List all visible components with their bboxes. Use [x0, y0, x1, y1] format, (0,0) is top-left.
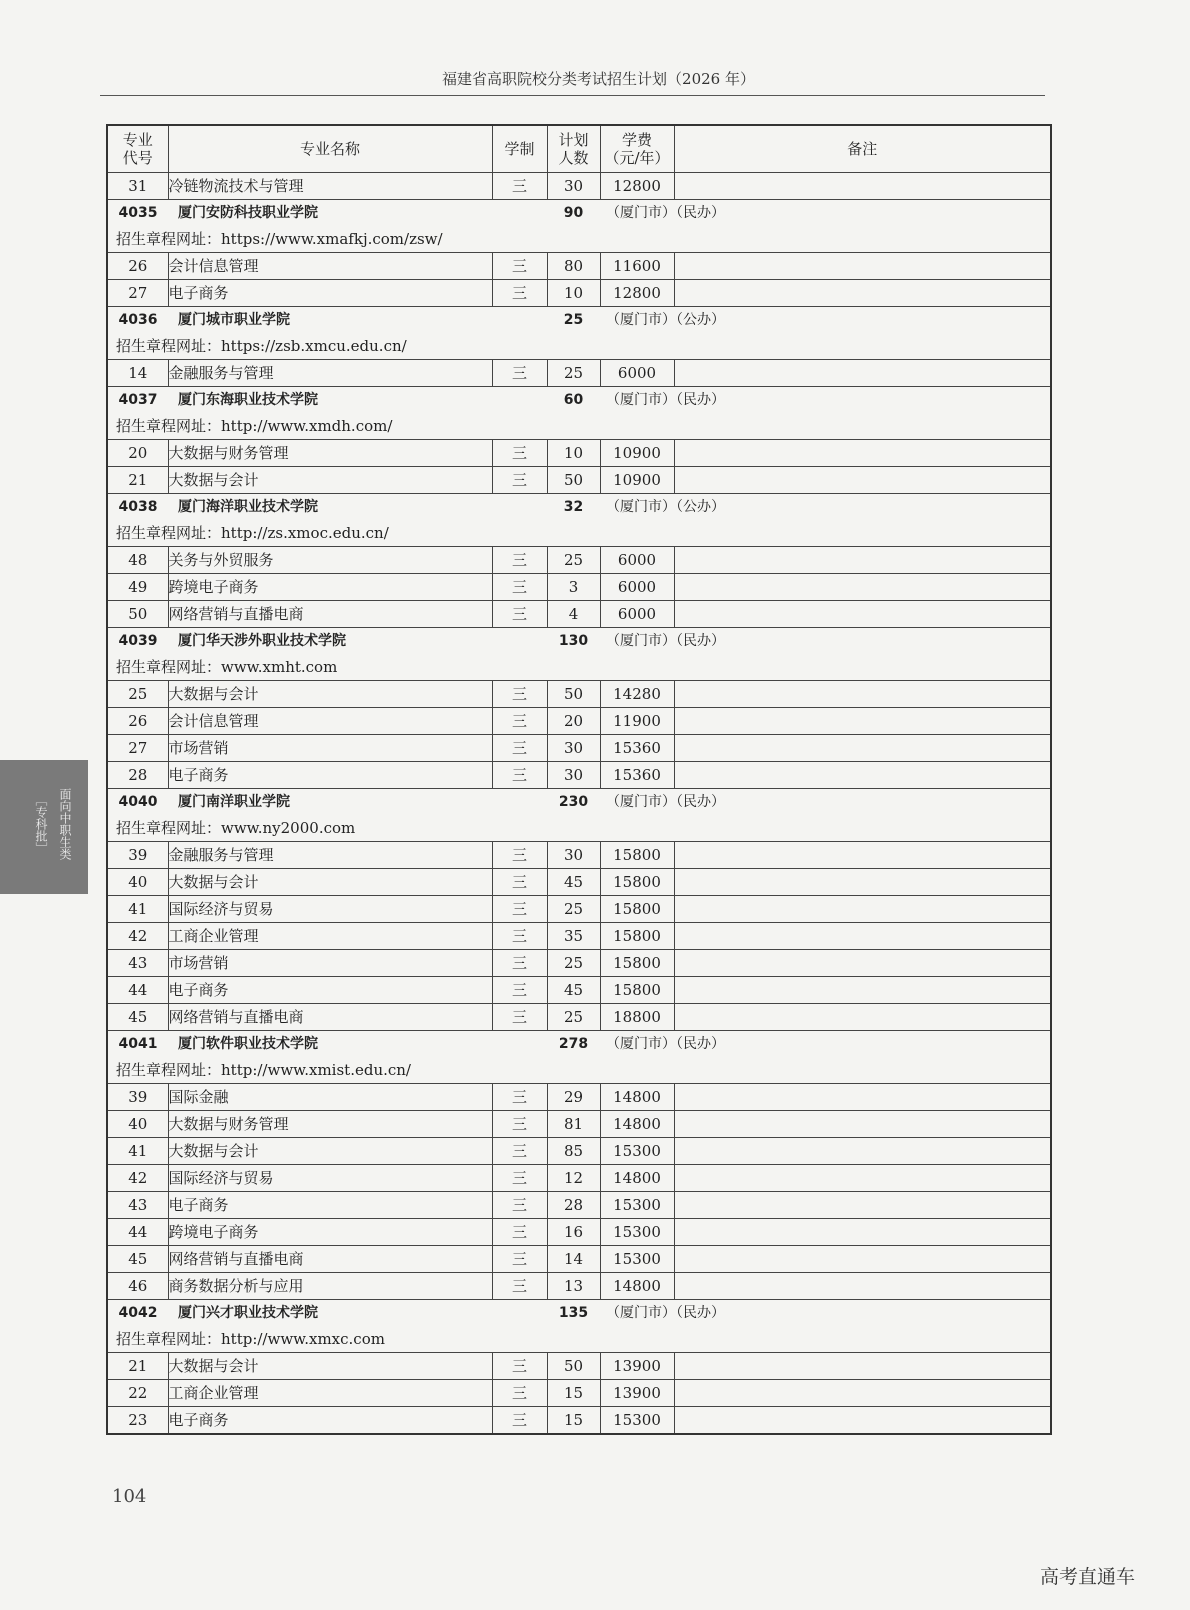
major-fee: 6000: [600, 360, 674, 387]
major-row: [107, 1192, 1051, 1219]
major-plan: 30: [547, 173, 600, 200]
major-plan: 16: [547, 1219, 600, 1246]
major-row: [107, 1138, 1051, 1165]
enrollment-plan-table: [106, 124, 1052, 1435]
major-code: 26: [107, 253, 168, 280]
major-note: [674, 1111, 1051, 1138]
major-row: [107, 1084, 1051, 1111]
major-name: 电子商务: [168, 762, 492, 789]
major-fee: 14800: [600, 1273, 674, 1300]
school-url: 招生章程网址：www.xmht.com: [107, 654, 1051, 681]
major-code: 14: [107, 360, 168, 387]
major-code: 40: [107, 1111, 168, 1138]
major-row: [107, 735, 1051, 762]
major-fee: 15800: [600, 923, 674, 950]
major-code: 21: [107, 1353, 168, 1380]
header-name: 专业名称: [168, 125, 492, 173]
major-fee: 15800: [600, 869, 674, 896]
school-url: 招生章程网址：http://www.xmist.edu.cn/: [107, 1057, 1051, 1084]
major-fee: 11900: [600, 708, 674, 735]
major-system: 三: [492, 574, 547, 601]
major-system: 三: [492, 869, 547, 896]
major-row: [107, 1004, 1051, 1031]
major-system: 三: [492, 440, 547, 467]
major-name: 跨境电子商务: [168, 574, 492, 601]
major-fee: 14280: [600, 681, 674, 708]
school-url-row: [107, 413, 1051, 440]
major-system: 三: [492, 173, 547, 200]
school-url-row: [107, 1326, 1051, 1353]
major-system: 三: [492, 1353, 547, 1380]
major-fee: 14800: [600, 1084, 674, 1111]
major-code: 23: [107, 1407, 168, 1435]
page-header-title: 福建省高职院校分类考试招生计划（2026 年）: [442, 70, 755, 88]
major-plan: 35: [547, 923, 600, 950]
major-system: 三: [492, 923, 547, 950]
school-code: 4036: [107, 307, 168, 334]
major-note: [674, 923, 1051, 950]
major-system: 三: [492, 896, 547, 923]
major-system: 三: [492, 1165, 547, 1192]
major-code: 39: [107, 1084, 168, 1111]
school-plan: 90: [547, 200, 600, 227]
major-fee: 14800: [600, 1165, 674, 1192]
major-system: 三: [492, 977, 547, 1004]
major-code: 25: [107, 681, 168, 708]
major-name: 国际金融: [168, 1084, 492, 1111]
major-row: [107, 1111, 1051, 1138]
major-note: [674, 1273, 1051, 1300]
major-note: [674, 1192, 1051, 1219]
major-plan: 25: [547, 547, 600, 574]
major-fee: 15800: [600, 977, 674, 1004]
major-system: 三: [492, 1004, 547, 1031]
school-plan: 135: [547, 1300, 600, 1327]
major-code: 31: [107, 173, 168, 200]
major-row: [107, 842, 1051, 869]
major-plan: 29: [547, 1084, 600, 1111]
major-note: [674, 280, 1051, 307]
school-url-row: [107, 226, 1051, 253]
major-fee: 15300: [600, 1138, 674, 1165]
school-location: （厦门市）（民办）: [600, 200, 1051, 227]
header-code: 专业代号: [107, 125, 168, 173]
major-fee: 6000: [600, 574, 674, 601]
major-plan: 28: [547, 1192, 600, 1219]
major-row: [107, 708, 1051, 735]
major-code: 41: [107, 896, 168, 923]
major-name: 关务与外贸服务: [168, 547, 492, 574]
major-note: [674, 1353, 1051, 1380]
school-url-row: [107, 333, 1051, 360]
major-note: [674, 1380, 1051, 1407]
school-plan: 25: [547, 307, 600, 334]
major-code: 48: [107, 547, 168, 574]
major-fee: 6000: [600, 547, 674, 574]
major-system: 三: [492, 253, 547, 280]
school-name: 厦门南洋职业学院: [168, 789, 547, 816]
major-code: 21: [107, 467, 168, 494]
major-fee: 12800: [600, 280, 674, 307]
major-code: 39: [107, 842, 168, 869]
major-name: 电子商务: [168, 280, 492, 307]
major-name: 大数据与会计: [168, 1353, 492, 1380]
side-tab-line2: ［专科批］: [34, 794, 48, 854]
major-fee: 15300: [600, 1407, 674, 1435]
major-code: 27: [107, 280, 168, 307]
school-name: 厦门城市职业学院: [168, 307, 547, 334]
school-location: （厦门市）（民办）: [600, 789, 1051, 816]
major-row: [107, 601, 1051, 628]
major-name: 市场营销: [168, 950, 492, 977]
school-row: [107, 387, 1051, 414]
major-code: 42: [107, 1165, 168, 1192]
school-url-row: [107, 815, 1051, 842]
major-note: [674, 360, 1051, 387]
school-url: 招生章程网址：http://www.xmxc.com: [107, 1326, 1051, 1353]
major-plan: 15: [547, 1380, 600, 1407]
major-name: 网络营销与直播电商: [168, 1004, 492, 1031]
major-row: [107, 681, 1051, 708]
school-row: [107, 1031, 1051, 1058]
major-system: 三: [492, 708, 547, 735]
major-row: [107, 440, 1051, 467]
watermark: 高考直通车: [1040, 1566, 1136, 1588]
major-note: [674, 1407, 1051, 1435]
school-code: 4037: [107, 387, 168, 414]
major-note: [674, 1219, 1051, 1246]
major-code: 41: [107, 1138, 168, 1165]
major-fee: 14800: [600, 1111, 674, 1138]
major-code: 27: [107, 735, 168, 762]
major-system: 三: [492, 280, 547, 307]
major-plan: 30: [547, 842, 600, 869]
major-plan: 25: [547, 1004, 600, 1031]
major-plan: 81: [547, 1111, 600, 1138]
major-name: 跨境电子商务: [168, 1219, 492, 1246]
major-note: [674, 735, 1051, 762]
major-name: 电子商务: [168, 1407, 492, 1435]
major-name: 商务数据分析与应用: [168, 1273, 492, 1300]
major-note: [674, 896, 1051, 923]
school-location: （厦门市）（民办）: [600, 387, 1051, 414]
major-name: 工商企业管理: [168, 923, 492, 950]
school-code: 4040: [107, 789, 168, 816]
school-location: （厦门市）（公办）: [600, 494, 1051, 521]
school-plan: 130: [547, 628, 600, 655]
major-system: 三: [492, 762, 547, 789]
major-note: [674, 977, 1051, 1004]
school-name: 厦门华天涉外职业技术学院: [168, 628, 547, 655]
major-note: [674, 467, 1051, 494]
major-fee: 13900: [600, 1353, 674, 1380]
major-note: [674, 601, 1051, 628]
major-system: 三: [492, 681, 547, 708]
major-fee: 15360: [600, 735, 674, 762]
major-fee: 15300: [600, 1219, 674, 1246]
major-code: 42: [107, 923, 168, 950]
page-header: [100, 68, 1045, 96]
school-location: （厦门市）（公办）: [600, 307, 1051, 334]
major-fee: 13900: [600, 1380, 674, 1407]
major-plan: 10: [547, 440, 600, 467]
major-row: [107, 1219, 1051, 1246]
school-row: [107, 789, 1051, 816]
major-note: [674, 1246, 1051, 1273]
major-plan: 50: [547, 1353, 600, 1380]
major-system: 三: [492, 950, 547, 977]
major-system: 三: [492, 1138, 547, 1165]
major-fee: 12800: [600, 173, 674, 200]
major-code: 45: [107, 1004, 168, 1031]
major-plan: 25: [547, 360, 600, 387]
major-name: 网络营销与直播电商: [168, 1246, 492, 1273]
major-name: 会计信息管理: [168, 708, 492, 735]
school-name: 厦门东海职业技术学院: [168, 387, 547, 414]
major-fee: 10900: [600, 440, 674, 467]
major-name: 国际经济与贸易: [168, 1165, 492, 1192]
major-row: [107, 253, 1051, 280]
school-url: 招生章程网址：www.ny2000.com: [107, 815, 1051, 842]
major-plan: 3: [547, 574, 600, 601]
major-system: 三: [492, 735, 547, 762]
school-location: （厦门市）（民办）: [600, 1031, 1051, 1058]
school-row: [107, 494, 1051, 521]
major-code: 28: [107, 762, 168, 789]
major-row: [107, 1273, 1051, 1300]
major-note: [674, 574, 1051, 601]
major-plan: 10: [547, 280, 600, 307]
school-url: 招生章程网址：http://www.xmdh.com/: [107, 413, 1051, 440]
school-name: 厦门兴才职业技术学院: [168, 1300, 547, 1327]
header-note: 备注: [674, 125, 1051, 173]
major-row: [107, 950, 1051, 977]
major-fee: 15800: [600, 896, 674, 923]
major-name: 金融服务与管理: [168, 360, 492, 387]
school-row: [107, 628, 1051, 655]
major-fee: 15360: [600, 762, 674, 789]
major-name: 金融服务与管理: [168, 842, 492, 869]
major-code: 43: [107, 1192, 168, 1219]
major-system: 三: [492, 1084, 547, 1111]
school-plan: 278: [547, 1031, 600, 1058]
school-code: 4042: [107, 1300, 168, 1327]
major-name: 大数据与财务管理: [168, 1111, 492, 1138]
major-row: [107, 547, 1051, 574]
major-code: 44: [107, 977, 168, 1004]
major-fee: 15800: [600, 842, 674, 869]
major-name: 大数据与会计: [168, 681, 492, 708]
school-row: [107, 307, 1051, 334]
major-plan: 4: [547, 601, 600, 628]
major-code: 49: [107, 574, 168, 601]
major-system: 三: [492, 842, 547, 869]
major-note: [674, 1165, 1051, 1192]
major-row: [107, 467, 1051, 494]
major-system: 三: [492, 547, 547, 574]
header-fee: 学费（元/年）: [600, 125, 674, 173]
major-note: [674, 950, 1051, 977]
major-row: [107, 762, 1051, 789]
major-plan: 80: [547, 253, 600, 280]
major-plan: 45: [547, 977, 600, 1004]
table-header-row: [107, 125, 1051, 173]
major-plan: 14: [547, 1246, 600, 1273]
major-plan: 50: [547, 681, 600, 708]
school-url: 招生章程网址：https://www.xmafkj.com/zsw/: [107, 226, 1051, 253]
major-code: 44: [107, 1219, 168, 1246]
school-plan: 32: [547, 494, 600, 521]
header-plan: 计划人数: [547, 125, 600, 173]
school-url-row: [107, 1057, 1051, 1084]
major-note: [674, 253, 1051, 280]
major-row: [107, 1380, 1051, 1407]
table-body: [107, 173, 1051, 1435]
major-fee: 10900: [600, 467, 674, 494]
major-row: [107, 1246, 1051, 1273]
school-name: 厦门安防科技职业学院: [168, 200, 547, 227]
major-note: [674, 842, 1051, 869]
major-name: 大数据与财务管理: [168, 440, 492, 467]
major-fee: 15800: [600, 950, 674, 977]
major-code: 26: [107, 708, 168, 735]
major-system: 三: [492, 601, 547, 628]
major-plan: 30: [547, 735, 600, 762]
page-number: 104: [112, 1486, 147, 1507]
major-system: 三: [492, 1192, 547, 1219]
school-code: 4035: [107, 200, 168, 227]
major-row: [107, 1407, 1051, 1435]
major-row: [107, 1353, 1051, 1380]
major-note: [674, 681, 1051, 708]
major-code: 46: [107, 1273, 168, 1300]
major-note: [674, 1138, 1051, 1165]
major-fee: 18800: [600, 1004, 674, 1031]
school-code: 4038: [107, 494, 168, 521]
major-plan: 30: [547, 762, 600, 789]
major-fee: 15300: [600, 1192, 674, 1219]
school-row: [107, 200, 1051, 227]
section-side-tab: [0, 760, 88, 894]
major-code: 50: [107, 601, 168, 628]
school-location: （厦门市）（民办）: [600, 628, 1051, 655]
major-note: [674, 869, 1051, 896]
major-system: 三: [492, 360, 547, 387]
major-row: [107, 173, 1051, 200]
major-name: 冷链物流技术与管理: [168, 173, 492, 200]
header-system: 学制: [492, 125, 547, 173]
major-plan: 25: [547, 950, 600, 977]
school-code: 4041: [107, 1031, 168, 1058]
major-row: [107, 1165, 1051, 1192]
major-note: [674, 1084, 1051, 1111]
major-plan: 25: [547, 896, 600, 923]
major-row: [107, 923, 1051, 950]
major-note: [674, 173, 1051, 200]
school-name: 厦门海洋职业技术学院: [168, 494, 547, 521]
school-row: [107, 1300, 1051, 1327]
major-name: 工商企业管理: [168, 1380, 492, 1407]
major-name: 电子商务: [168, 977, 492, 1004]
major-name: 会计信息管理: [168, 253, 492, 280]
major-code: 43: [107, 950, 168, 977]
major-plan: 45: [547, 869, 600, 896]
major-note: [674, 708, 1051, 735]
major-plan: 13: [547, 1273, 600, 1300]
school-url: 招生章程网址：https://zsb.xmcu.edu.cn/: [107, 333, 1051, 360]
major-note: [674, 762, 1051, 789]
major-name: 大数据与会计: [168, 1138, 492, 1165]
major-system: 三: [492, 1246, 547, 1273]
major-name: 国际经济与贸易: [168, 896, 492, 923]
side-tab-line1: 面向中职生类: [58, 788, 72, 860]
major-code: 22: [107, 1380, 168, 1407]
major-fee: 11600: [600, 253, 674, 280]
major-system: 三: [492, 1380, 547, 1407]
major-note: [674, 440, 1051, 467]
major-system: 三: [492, 1273, 547, 1300]
major-plan: 85: [547, 1138, 600, 1165]
major-row: [107, 574, 1051, 601]
school-url-row: [107, 520, 1051, 547]
major-plan: 15: [547, 1407, 600, 1435]
school-name: 厦门软件职业技术学院: [168, 1031, 547, 1058]
major-code: 40: [107, 869, 168, 896]
major-row: [107, 280, 1051, 307]
major-code: 45: [107, 1246, 168, 1273]
major-name: 网络营销与直播电商: [168, 601, 492, 628]
major-plan: 12: [547, 1165, 600, 1192]
major-fee: 6000: [600, 601, 674, 628]
school-plan: 60: [547, 387, 600, 414]
major-note: [674, 547, 1051, 574]
major-code: 20: [107, 440, 168, 467]
major-system: 三: [492, 467, 547, 494]
school-location: （厦门市）（民办）: [600, 1300, 1051, 1327]
major-name: 电子商务: [168, 1192, 492, 1219]
major-row: [107, 896, 1051, 923]
major-fee: 15300: [600, 1246, 674, 1273]
major-plan: 50: [547, 467, 600, 494]
major-note: [674, 1004, 1051, 1031]
major-name: 市场营销: [168, 735, 492, 762]
school-url: 招生章程网址：http://zs.xmoc.edu.cn/: [107, 520, 1051, 547]
school-plan: 230: [547, 789, 600, 816]
school-url-row: [107, 654, 1051, 681]
major-name: 大数据与会计: [168, 869, 492, 896]
major-system: 三: [492, 1111, 547, 1138]
school-code: 4039: [107, 628, 168, 655]
major-system: 三: [492, 1219, 547, 1246]
major-row: [107, 360, 1051, 387]
major-row: [107, 977, 1051, 1004]
major-name: 大数据与会计: [168, 467, 492, 494]
major-system: 三: [492, 1407, 547, 1435]
major-plan: 20: [547, 708, 600, 735]
major-row: [107, 869, 1051, 896]
